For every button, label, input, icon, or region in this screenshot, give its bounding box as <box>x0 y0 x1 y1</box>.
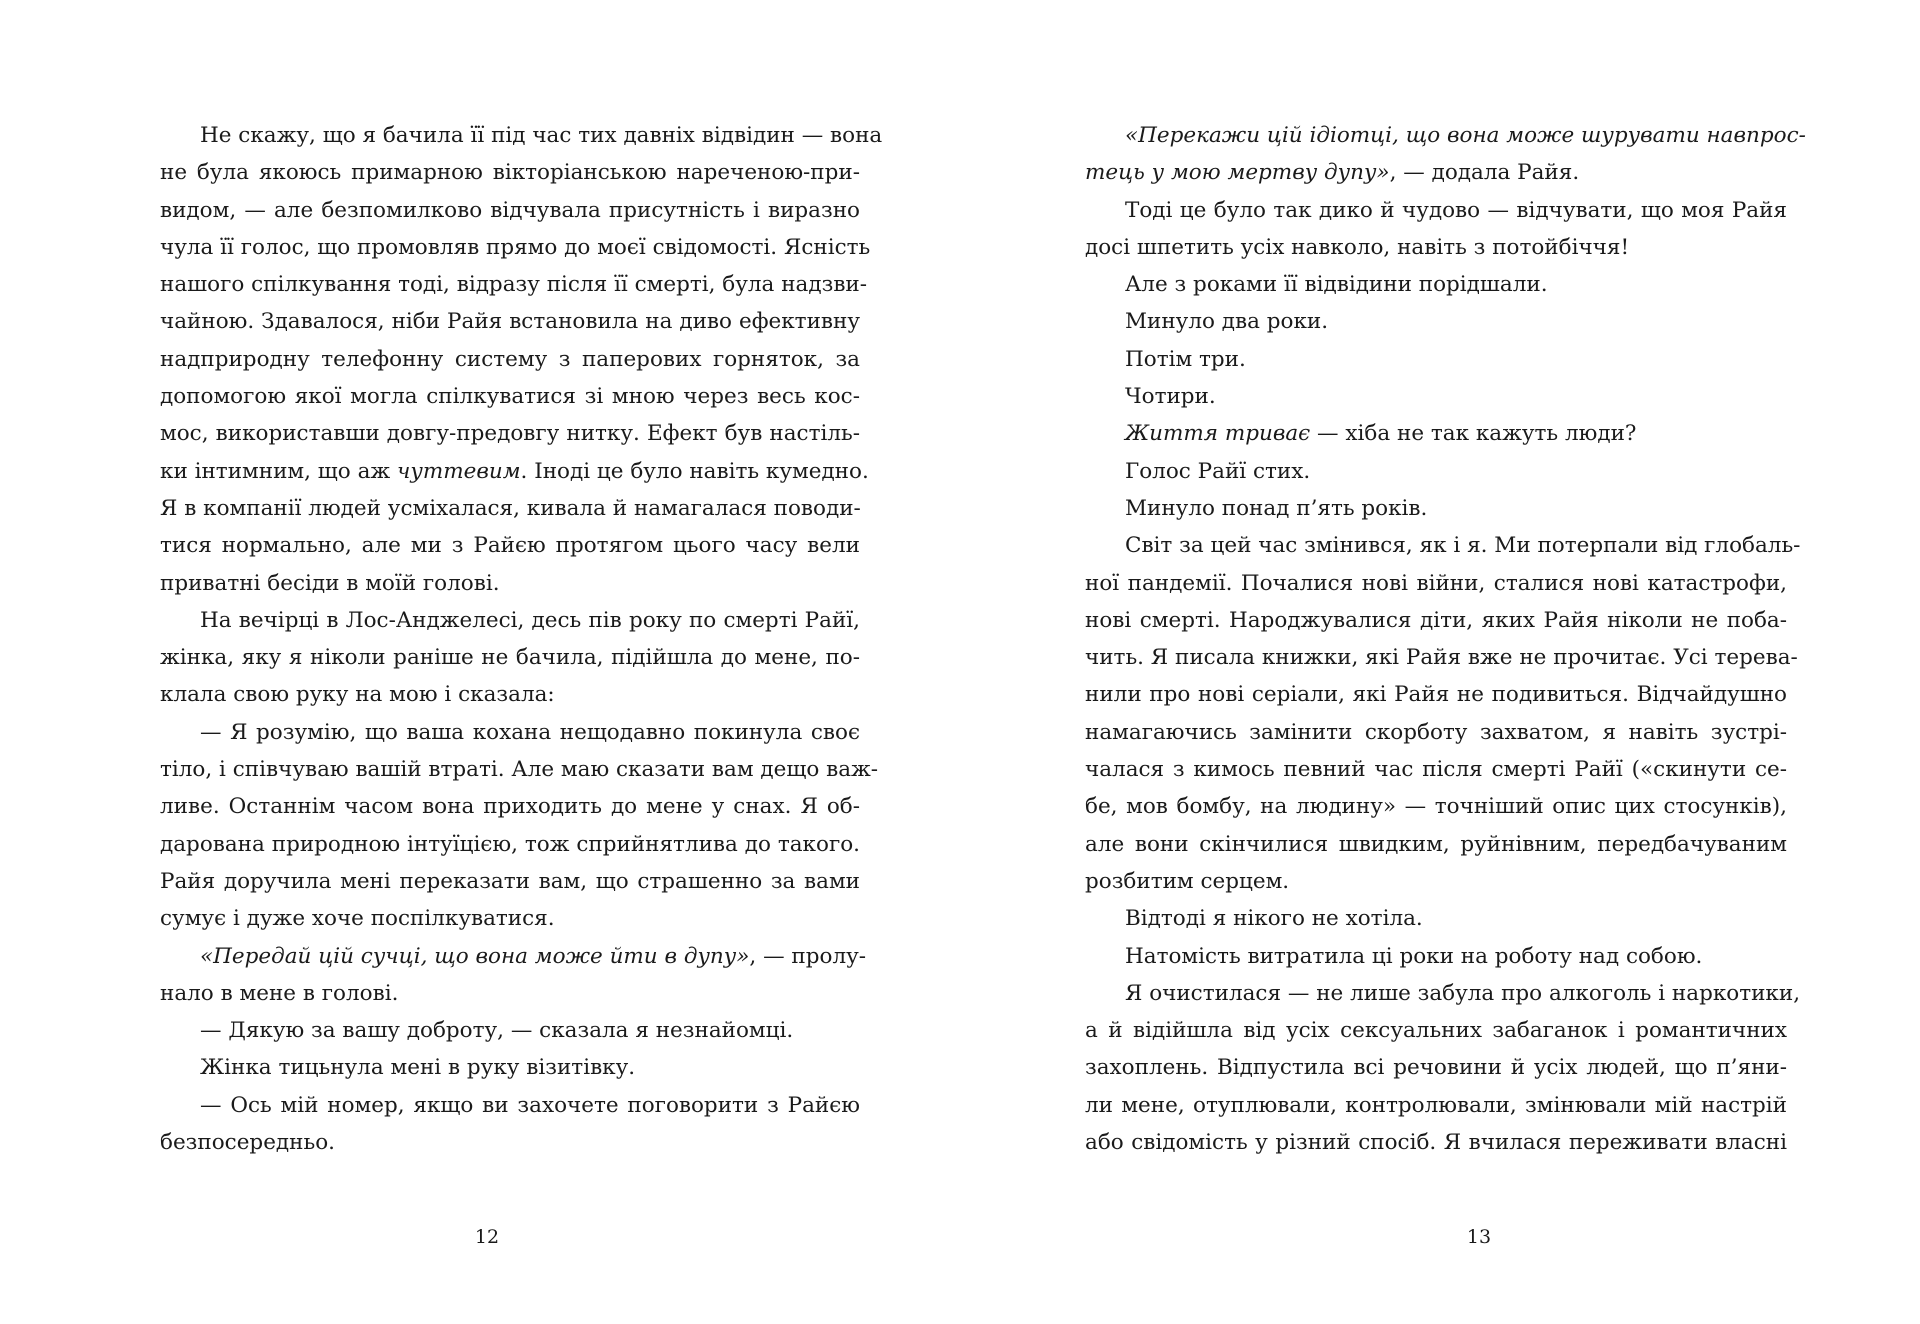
text-line: Не скажу, що я бачила її під час тих давніх відвідин — вона <box>200 123 883 148</box>
text-line: жінка, яку я ніколи раніше не бачила, підійшла до мене, по- <box>160 645 860 671</box>
text-segment: ки інтимним, що аж <box>160 458 398 484</box>
text-line: нили про нові серіали, які Райя не подивиться. Відчайдушно <box>1085 682 1787 708</box>
text-line: досі шпетить усіх навколо, навіть з потойбіччя! <box>1085 234 1630 260</box>
text-segment: . Іноді це було навіть кумедно. <box>520 458 869 484</box>
text-line: Натомість витратила ці роки на роботу над собою. <box>1125 943 1703 969</box>
text-line: Я очистилася — не лише забула про алкоголь і наркотики, <box>1125 980 1801 1006</box>
text-line: але вони скінчилися швидким, руйнівним, передбачуваним <box>1085 831 1787 857</box>
text-line: нові смерті. Народжувалися діти, яких Райя ніколи не поба- <box>1085 607 1787 633</box>
text-line: не була якоюсь примарною вікторіанською нареченою-при- <box>160 160 860 186</box>
text-line: Тоді це було так дико й чудово — відчувати, що моя Райя <box>1125 197 1787 223</box>
page-number: 13 <box>1466 1226 1492 1248</box>
text-line: — Я розумію, що ваша кохана нещодавно покинула своє <box>200 719 860 745</box>
text-line: а й відійшла від усіх сексуальних забаганок і романтичних <box>1085 1018 1787 1044</box>
text-line: або свідомість у різний спосіб. Я вчилася переживати власні <box>1085 1130 1787 1156</box>
text-line: Але з роками її відвідини порідшали. <box>1125 272 1548 298</box>
text-line: дарована природною інтуїцією, тож сприйнятлива до такого. <box>160 831 860 857</box>
text-line: Минуло два роки. <box>1125 309 1329 335</box>
text-line: безпосередньо. <box>160 1130 335 1156</box>
text-line: Минуло понад п’ять років. <box>1125 495 1428 521</box>
text-line: Райя доручила мені переказати вам, що страшенно за вами <box>160 868 860 894</box>
left-page-text <box>160 117 883 1161</box>
text-line: Чотири. <box>1125 384 1216 410</box>
text-line: тися нормально, але ми з Райєю протягом цього часу вели <box>160 533 860 559</box>
text-line: приватні бесіди в моїй голові. <box>160 570 500 596</box>
text-line: намагаючись замінити скорботу захватом, я навіть зустрі- <box>1085 719 1787 745</box>
text-line: Потім три. <box>1125 346 1246 372</box>
italic-word: чуттевим <box>397 458 521 484</box>
text-line: видом, — але безпомилково відчувала присутність і виразно <box>160 197 860 223</box>
text-line: Голос Райї стих. <box>1125 458 1311 484</box>
text-line: чайною. Здавалося, ніби Райя встановила на диво ефективну <box>160 309 860 335</box>
text-line: чула її голос, що промовляв прямо до моєї свідомості. Ясність <box>160 234 871 260</box>
text-line: захоплень. Відпустила всі речовини й усіх людей, що п’яни- <box>1085 1055 1787 1081</box>
text-line: нашого спілкування тоді, відразу після її смерті, була надзви- <box>160 272 868 298</box>
italic-phrase: Життя триває <box>1125 421 1311 447</box>
text-line: клала свою руку на мою і сказала: <box>160 682 555 708</box>
text-line: мос, використавши довгу-предовгу нитку. Ефект був настіль- <box>160 421 860 447</box>
text-line: На вечірці в Лос-Анджелесі, десь пів року по смерті Райї, <box>200 607 860 633</box>
text-line: чить. Я писала книжки, які Райя вже не прочитає. Усі терева- <box>1085 645 1798 671</box>
text-line: чалася з кимось певний час після смерті Райї («скинути се- <box>1085 757 1787 783</box>
text-line <box>1085 415 1787 452</box>
right-page <box>960 0 1920 1324</box>
text-line: ної пандемії. Почалися нові війни, сталися нові катастрофи, <box>1085 570 1787 596</box>
text-line: розбитим серцем. <box>1085 868 1290 894</box>
text-segment: , — пролу- <box>749 943 867 969</box>
page-number: 12 <box>474 1226 500 1248</box>
text-line <box>160 453 869 490</box>
text-line: Світ за цей час змінився, як і я. Ми потерпали від глобаль- <box>1125 533 1801 559</box>
text-line <box>160 938 867 975</box>
italic-quote: «Передай цій сучці, що вона може йти в дупу» <box>200 943 750 969</box>
text-line: ли мене, отуплювали, контролювали, змінювали мій настрій <box>1085 1092 1787 1118</box>
right-page-text <box>1085 117 1806 1161</box>
text-line: Відтоді я нікого не хотіла. <box>1125 906 1423 932</box>
text-line: — Дякую за вашу доброту, — сказала я незнайомці. <box>200 1018 794 1044</box>
text-segment: — хіба не так кажуть люди? <box>1310 421 1637 447</box>
text-line: ливе. Останнім часом вона приходить до мене у снах. Я об- <box>160 794 860 820</box>
text-line: бе, мов бомбу, на людину» — точніший опис цих стосунків), <box>1085 794 1787 820</box>
text-line: тіло, і співчуваю вашій втраті. Але маю сказати вам дещо важ- <box>160 757 879 783</box>
text-line: надприродну телефонну систему з паперових горняток, за <box>160 346 860 372</box>
text-line: Я в компанії людей усміхалася, кивала й намагалася поводи- <box>160 495 861 521</box>
text-line <box>1085 154 1787 191</box>
text-line: нало в мене в голові. <box>160 980 399 1006</box>
text-line: Жінка тицьнула мені в руку візитівку. <box>200 1055 636 1081</box>
text-line: — Ось мій номер, якщо ви захочете поговорити з Райєю <box>200 1092 860 1118</box>
text-line: сумує і дуже хоче поспілкуватися. <box>160 906 555 932</box>
text-line: допомогою якої могла спілкуватися зі мною через весь кос- <box>160 384 860 410</box>
text-line: «Перекажи цій ідіотці, що вона може шурувати навпрос- <box>1125 123 1806 148</box>
text-segment: , — додала Райя. <box>1389 160 1580 186</box>
italic-quote: тець у мою мертву дупу» <box>1085 160 1390 186</box>
